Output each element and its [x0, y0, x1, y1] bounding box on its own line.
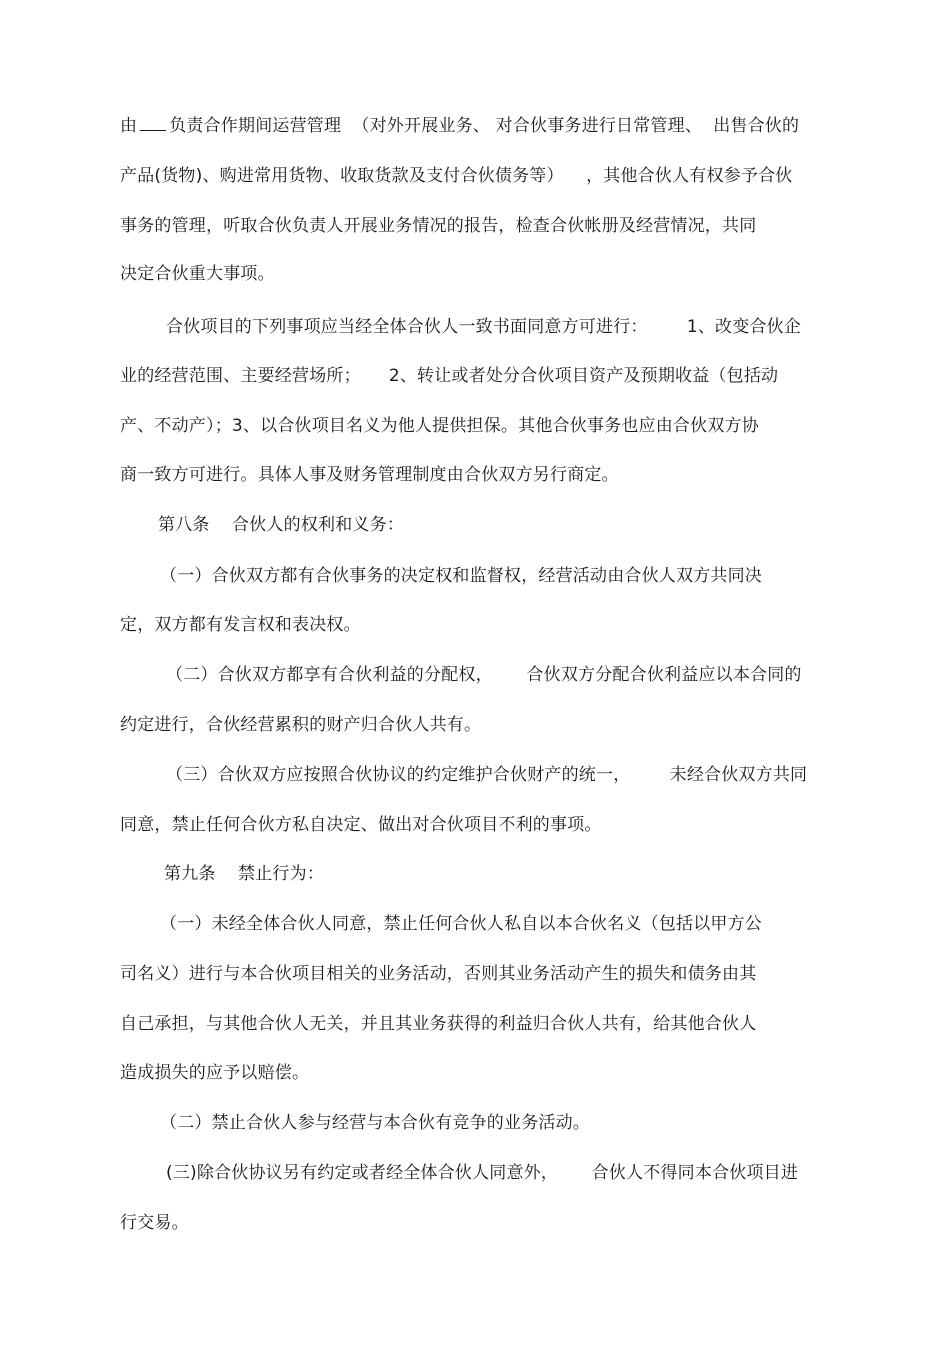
paragraph-1-line-2: 产品(货物)、购进常用货物、收取货款及支付合伙债务等） ，其他合伙人有权参予合伙: [120, 166, 793, 186]
article-8-heading: 第八条 合伙人的权利和义务：: [158, 515, 405, 535]
paragraph-2-line-4: 商一致方可进行。具体人事及财务管理制度由合伙双方另行商定。: [120, 465, 619, 485]
article-9-item-1-line-1: （一）未经全体合伙人同意，禁止任何合伙人私自以本合伙名义（包括以甲方公: [160, 914, 762, 934]
paragraph-1-line-4: 决定合伙重大事项。: [120, 264, 275, 284]
article-9-heading: 第九条 禁止行为：: [164, 864, 325, 884]
article-8-item-3-line-2: 同意，禁止任何合伙方私自决定、做出对合伙项目不利的事项。: [120, 815, 602, 835]
article-8-item-3-line-1: （三）合伙双方应按照合伙协议的约定维护合伙财产的统一， 未经合伙双方共同: [166, 765, 808, 785]
article-9-item-1-line-2: 司名义）进行与本合伙项目相关的业务活动，否则其业务活动产生的损失和债务由其: [120, 964, 757, 984]
paragraph-2-line-3: 产、不动产）；3、以合伙项目名义为他人提供担保。其他合伙事务也应由合伙双方协: [120, 416, 759, 436]
paragraph-1-line-1: [120, 116, 799, 136]
article-9-item-1-line-4: 造成损失的应予以赔偿。: [120, 1063, 310, 1083]
article-9-item-1-line-3: 自己承担，与其他合伙人无关，并且其业务获得的利益归合伙人共有，给其他合伙人: [120, 1014, 757, 1034]
text-segment: 由: [120, 116, 138, 136]
article-8-item-2-line-2: 约定进行，合伙经营累积的财产归合伙人共有。: [120, 715, 482, 735]
article-9-item-3-line-1: (三)除合伙协议另有约定或者经全体合伙人同意外， 合伙人不得同本合伙项目进: [166, 1163, 799, 1183]
paragraph-2-line-1: 合伙项目的下列事项应当经全体合伙人一致书面同意方可进行： 1、改变合伙企: [166, 317, 802, 337]
article-8-item-1-line-2: 定，双方都有发言权和表决权。: [120, 615, 361, 635]
article-8-item-2-line-1: （二）合伙双方都享有合伙利益的分配权， 合伙双方分配合伙利益应以本合同的: [166, 665, 802, 685]
paragraph-1-line-3: 事务的管理，听取合伙负责人开展业务情况的报告，检查合伙帐册及经营情况，共同: [120, 216, 757, 236]
text-segment: 负责合作期间运营管理 （对外开展业务、 对合伙事务进行日常管理、 出售合伙的: [169, 116, 800, 136]
paragraph-2-line-2: 业的经营范围、主要经营场所； 2、转让或者处分合伙项目资产及预期收益（包括动: [120, 366, 779, 386]
article-9-item-3-line-2: 行交易。: [120, 1213, 189, 1233]
fill-in-blank: [140, 116, 166, 131]
article-9-item-2-line-1: （二）禁止合伙人参与经营与本合伙有竞争的业务活动。: [160, 1113, 590, 1133]
article-8-item-1-line-1: （一）合伙双方都有合伙事务的决定权和监督权，经营活动由合伙人双方共同决: [160, 566, 762, 586]
